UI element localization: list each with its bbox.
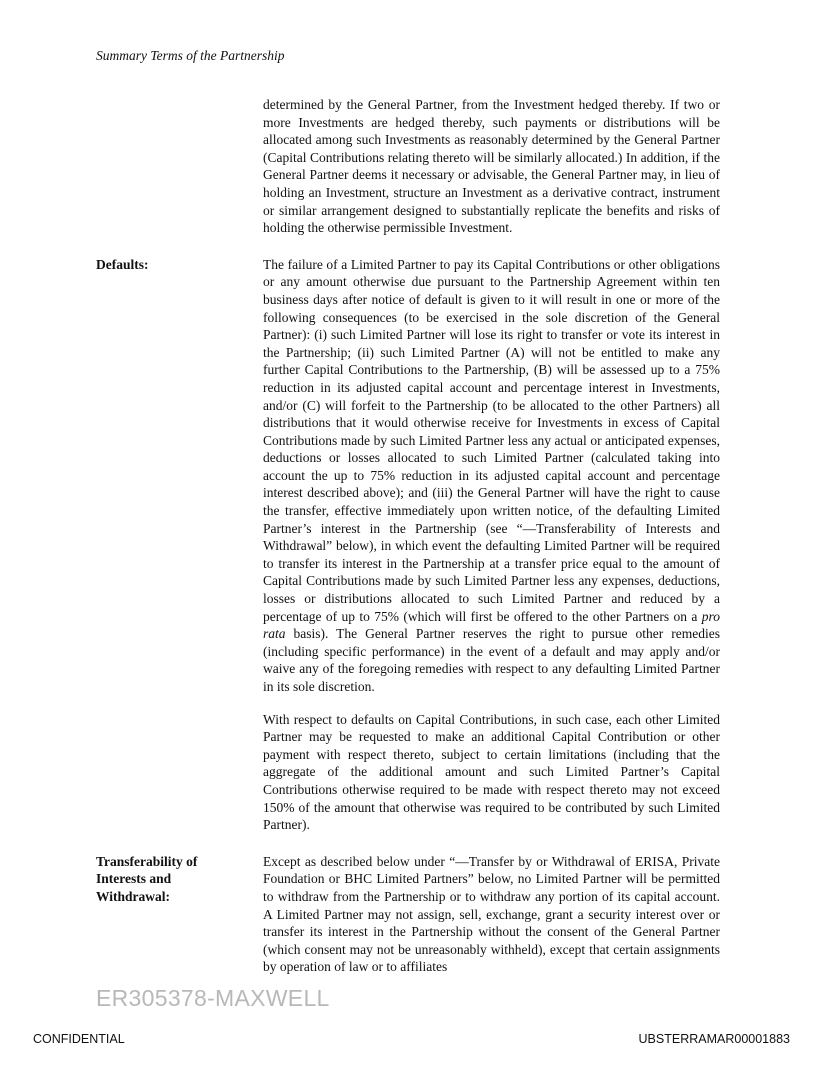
paragraph: determined by the General Partner, from the Investment hedged thereby. If two or more Investments are hedged thereby, such payments or distributions will be allocated among such Investments as reasonably determined by the General Partner (Capital Contributions relating thereto will be similarly allocated.) In addition, if the General Partner deems it necessary or advisable, the General Partner may, in lieu of holding an Investment, structure an Investment as a derivative contract, instrument or similar arrangement designed to substantially replicate the benefits and risks of holding the otherwise permissible Investment. [263,97,720,236]
paragraph: With respect to defaults on Capital Contributions, in such case, each other Limited Partner may be requested to make an additional Capital Contribution or other payment with respect thereto, subject to certain limitations (including that the aggregate of the additional amount and such Limited Partner’s Capital Contributions otherwise required to be made with respect thereto may not exceed 150% of the amount that otherwise was required to be contributed by such Limited Partner). [263,711,720,833]
text: basis). The General Partner reserves the right to pursue other remedies (including specific performance) in the event of a default and may apply and/or waive any of the foregoing remedies with respect to any defaulting Limited Partner in its sole discretion. [263,626,720,694]
watermark: ER305378-MAXWELL [96,984,330,1011]
running-header: Summary Terms of the Partnership [96,48,285,63]
paragraph: Except as described below under “—Transfer by or Withdrawal of ERISA, Private Foundation or BHC Limited Partners” below, no Limited Partner will be permitted to withdraw from the Partnership or to withdraw any portion of its capital account. A Limited Partner may not assign, sell, exchange, grant a security interest over or transfer its interest in the Partnership without the consent of the General Partner (which consent may not be unreasonably withheld), except that certain assignments by operation of law or to affiliates [263,853,720,975]
text: The failure of a Limited Partner to pay its Capital Contributions or other obligations or any amount otherwise due pursuant to the Partnership Agreement within ten business days after notice of default is given to it will result in one or more of the following consequences (to be exercised in the sole discretion of the General Partner): (i) such Limited Partner will lose its right to transfer or vote its interest in the Partnership; (ii) such Limited Partner (A) will not be entitled to make any further Capital Contributions to the Partnership, (B) will be assessed up to a 75% reduction in its adjusted capital account and percentage interest in Investments, and/or (C) will forfeit to the Partnership (to be allocated to the other Partners) all distributions that it would otherwise receive for Investments in excess of Capital Contributions made by such Limited Partner less any actual or anticipated expenses, deductions or losses allocated to such Limited Partner (calculated taking into account the up to 75% reduction in its adjusted capital account and percentage interest described above); and (iii) the General Partner will have the right to cause the transfer, effective immediately upon written notice, of the defaulting Limited Partner’s interest in the Partnership (see “—Transferability of Interests and Withdrawal” below), in which event the defaulting Limited Partner will be required to transfer its interest in the Partnership at a transfer price equal to the amount of Capital Contributions made by such Limited Partner less any expenses, deductions, losses or distributions allocated to such Limited Partner and reduced by a percentage of up to 75% (which will first be offered to the other Partners on a [263,256,720,624]
footer-confidential: CONFIDENTIAL [33,1031,125,1046]
section-label: Defaults: [96,256,149,272]
section-transferability [96,853,720,976]
footer-bates-number: UBSTERRAMAR00001883 [638,1031,790,1046]
section-label: Transferability of Interests and Withdrawal: [96,853,198,904]
section-continuation [96,96,720,252]
footer [0,1012,816,1047]
paragraph [263,256,720,696]
italic-text: pro rata [263,608,720,642]
section-defaults [96,256,720,849]
